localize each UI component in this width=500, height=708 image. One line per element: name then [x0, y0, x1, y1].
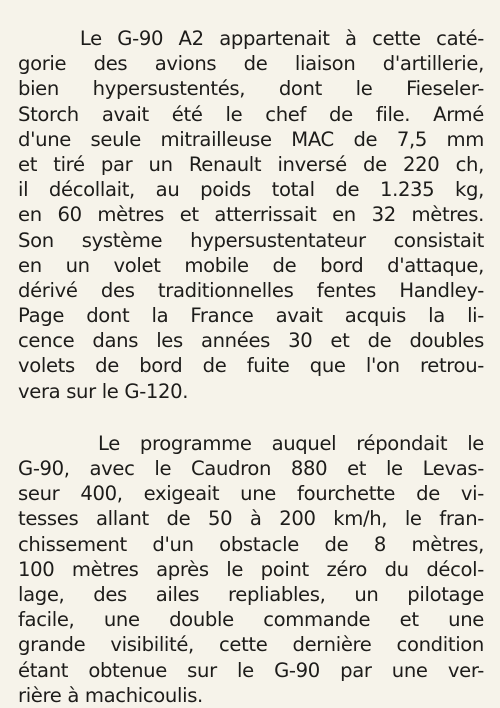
text-line: Storch avait été le chef de file. Armé — [18, 102, 484, 126]
text-line: facile, une double commande et une — [18, 608, 484, 632]
text-line: lage, des ailes repliables, un pilotage — [18, 582, 484, 606]
text-line: Page dont la France avait acquis la li- — [18, 304, 484, 328]
text-line: vera sur le G-120. — [18, 379, 189, 403]
text-line: étant obtenue sur le G-90 par une ver- — [18, 658, 484, 682]
text-line: cence dans les années 30 et de doubles — [18, 329, 484, 353]
text-line: d'une seule mitrailleuse MAC de 7,5 mm — [18, 127, 484, 151]
paragraph-program-requirements — [18, 431, 484, 708]
text-line: 100 mètres après le point zéro du décol- — [18, 557, 484, 581]
text-line: rière à machicoulis. — [18, 683, 203, 707]
text-line: Le programme auquel répondait le — [18, 431, 484, 455]
paragraph-g90-description — [18, 26, 484, 404]
text-line: et tiré par un Renault inversé de 220 ch, — [18, 152, 484, 176]
text-line: bien hypersustentés, dont le Fieseler- — [18, 77, 484, 101]
text-line: en 60 mètres et atterrissait en 32 mètres. — [18, 203, 484, 227]
text-line: Son système hypersustentateur consistait — [18, 228, 484, 252]
text-line: dérivé des traditionnelles fentes Handley- — [18, 278, 484, 302]
text-line: grande visibilité, cette dernière condition — [18, 633, 484, 657]
text-line: chissement d'un obstacle de 8 mètres, — [18, 532, 484, 556]
text-line: gorie des avions de liaison d'artillerie, — [18, 52, 484, 76]
text-line: volets de bord de fuite que l'on retrou- — [18, 354, 484, 378]
text-line: en un volet mobile de bord d'attaque, — [18, 253, 484, 277]
text-line: tesses allant de 50 à 200 km/h, le fran- — [18, 507, 484, 531]
text-line: seur 400, exigeait une fourchette de vi- — [18, 482, 484, 506]
article-text — [18, 26, 484, 708]
text-line: G-90, avec le Caudron 880 et le Levas- — [18, 457, 484, 480]
text-line: Le G-90 A2 appartenait à cette caté- — [18, 27, 484, 50]
text-line: il décollait, au poids total de 1.235 kg, — [18, 178, 484, 202]
